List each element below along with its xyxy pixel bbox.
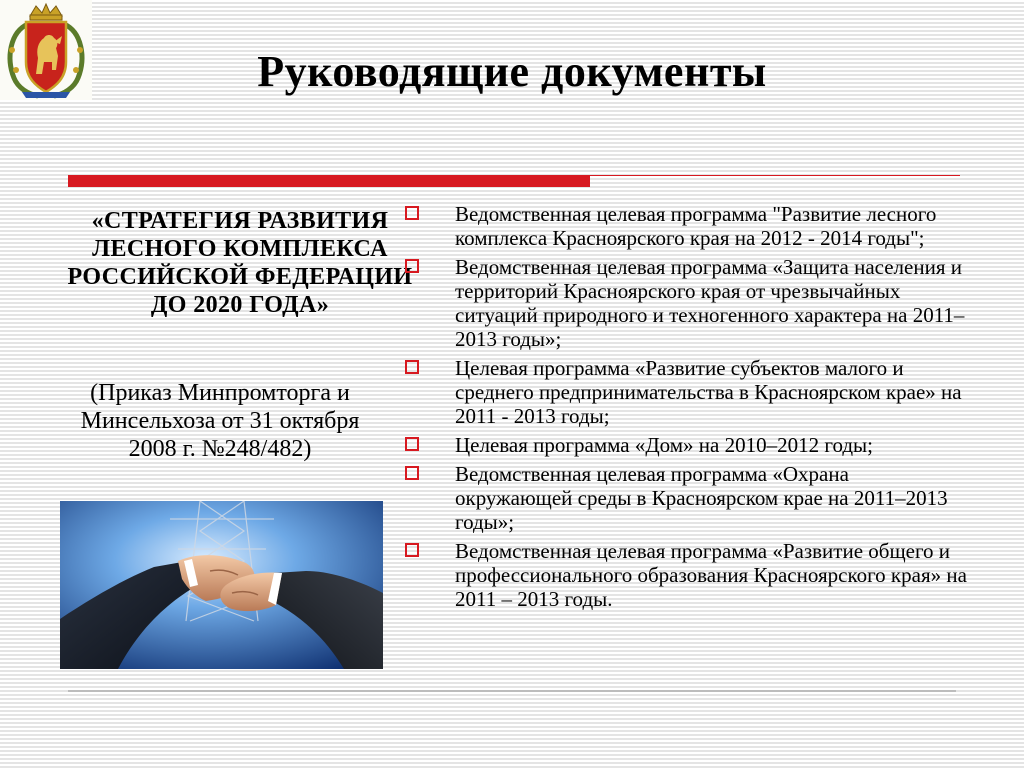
document-title: Целевая программа «Дом» на 2010–2012 годы; (455, 433, 873, 457)
document-title: Ведомственная целевая программа «Охрана окружающей среды в Красноярском крае на 2011–2013 годы»; (455, 462, 948, 534)
documents-list (404, 202, 968, 616)
document-title: Целевая программа «Развитие субъектов малого и среднего предпринимательства в Красноярском крае» на 2011 - 2013 годы; (455, 356, 962, 428)
strategy-order-reference: (Приказ Минпромторга и Минсельхоза от 31 октября 2008 г. №248/482) (80, 380, 360, 462)
list-item (404, 255, 968, 351)
title-divider-line (590, 175, 960, 176)
strategy-heading: «СТРАТЕГИЯ РАЗВИТИЯ ЛЕСНОГО КОМПЛЕКСА РОССИЙСКОЙ ФЕДЕРАЦИИ ДО 2020 ГОДА» (67, 208, 413, 318)
square-bullet-icon (405, 543, 419, 557)
square-bullet-icon (405, 466, 419, 480)
square-bullet-icon (405, 360, 419, 374)
list-item (404, 356, 968, 428)
document-title: Ведомственная целевая программа «Развитие общего и профессионального образования Красноярского края» на 2011 – 2013 годы. (455, 539, 967, 611)
footer-divider (68, 690, 956, 692)
handshake-image (60, 501, 383, 669)
document-title: Ведомственная целевая программа «Защита населения и территорий Красноярского края от чрезвычайных ситуаций природного и техногенного характера на 2011–2013 годы»; (455, 255, 965, 351)
list-item (404, 433, 968, 457)
page-title: Руководящие документы (257, 47, 767, 96)
square-bullet-icon (405, 437, 419, 451)
title-divider-bar (68, 175, 590, 187)
list-item (404, 462, 968, 534)
list-item (404, 539, 968, 611)
square-bullet-icon (405, 206, 419, 220)
document-title: Ведомственная целевая программа "Развитие лесного комплекса Красноярского края на 2012 - 2014 годы"; (455, 202, 937, 250)
square-bullet-icon (405, 259, 419, 273)
list-item (404, 202, 968, 250)
